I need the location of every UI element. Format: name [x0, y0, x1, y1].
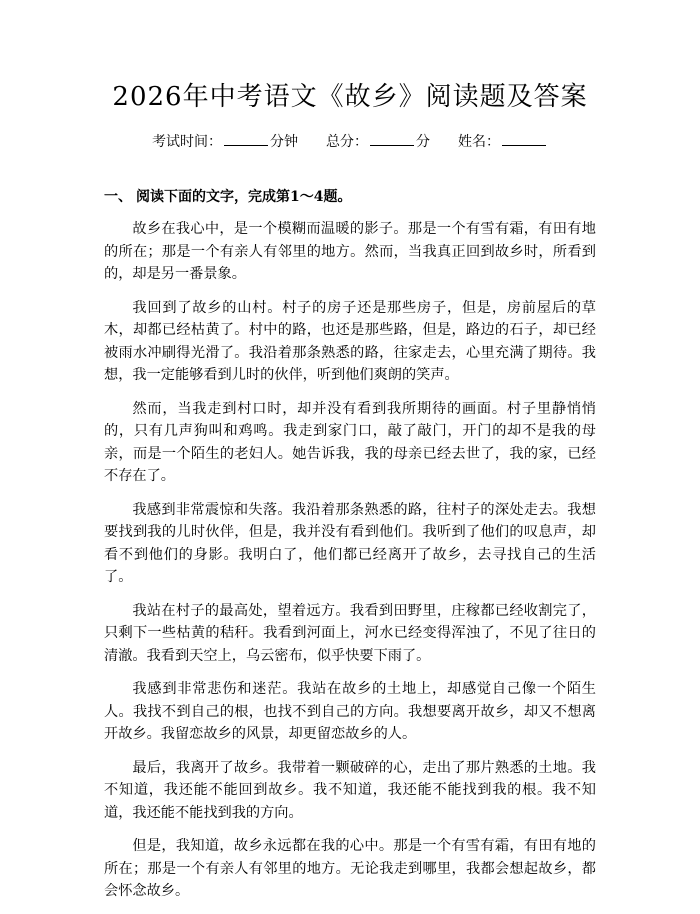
exam-time-unit: 分钟: [270, 134, 298, 150]
total-score-unit: 分: [416, 134, 430, 150]
page-title: 2026年中考语文《故乡》阅读题及答案: [112, 82, 588, 112]
total-score-field: [326, 131, 430, 152]
student-name-blank: [502, 131, 546, 146]
reading-passage: [104, 218, 596, 914]
exam-info-line: [0, 131, 700, 152]
passage-paragraph: 故乡在我心中，是一个模糊而温暖的影子。那是一个有雪有霜，有田有地的所在；那是一个有亲人有邻里的地方。然而，当我真正回到故乡时，所看到的，却是另一番景象。: [104, 221, 596, 282]
section-number: 一、: [104, 189, 132, 205]
section-instruction: 阅读下面的文字，完成第1～4题。: [136, 189, 352, 205]
exam-time-blank: [224, 131, 268, 146]
section-heading: [104, 187, 351, 207]
passage-paragraph: 但是，我知道，故乡永远都在我的心中。那是一个有雪有霜，有田有地的所在；那是一个有亲人有邻里的地方。无论我走到哪里，我都会想起故乡，都会怀念故乡。: [104, 838, 596, 899]
student-name-label: 姓名：: [458, 134, 500, 150]
passage-paragraph: 然而，当我走到村口时，却并没有看到我所期待的画面。村子里静悄悄的，只有几声狗叫和鸡鸣。我走到家门口，敲了敲门，开门的却不是我的母亲，而是一个陌生的老妇人。她告诉我，我的母亲已经去世了，我的家，已经不存在了。: [104, 400, 596, 484]
passage-paragraph: 我站在村子的最高处，望着远方。我看到田野里，庄稼都已经收割完了，只剩下一些枯黄的秸秆。我看到河面上，河水已经变得浑浊了，不见了往日的清澈。我看到天空上，乌云密布，似乎快要下雨了。: [104, 602, 596, 664]
student-name-field: [458, 131, 548, 152]
total-score-label: 总分：: [326, 134, 368, 150]
exam-time-label: 考试时间：: [152, 134, 222, 150]
passage-paragraph: 我感到非常悲伤和迷茫。我站在故乡的土地上，却感觉自己像一个陌生人。我找不到自己的根，也找不到自己的方向。我想要离开故乡，却又不想离开故乡。我留恋故乡的风景，却更留恋故乡的人。: [104, 681, 596, 742]
total-score-blank: [370, 131, 414, 146]
passage-paragraph: 我感到非常震惊和失落。我沿着那条熟悉的路，往村子的深处走去。我想要找到我的儿时伙伴，但是，我并没有看到他们。我听到了他们的叹息声，却看不到他们的身影。我明白了，他们都已经离开了故乡，去寻找自己的生活了。: [104, 501, 596, 585]
passage-paragraph: 最后，我离开了故乡。我带着一颗破碎的心，走出了那片熟悉的土地。我不知道，我还能不能回到故乡。我不知道，我还能不能找到我的根。我不知道，我还能不能找到我的方向。: [104, 759, 596, 821]
passage-paragraph: 我回到了故乡的山村。村子的房子还是那些房子，但是，房前屋后的草木，却都已经枯黄了。村中的路，也还是那些路，但是，路边的石子，却已经被雨水冲刷得光滑了。我沿着那条熟悉的路，往家走去，心里充满了期待。我想，我一定能够看到儿时的伙伴，听到他们爽朗的笑声。: [104, 299, 596, 383]
exam-time-field: [152, 131, 298, 152]
